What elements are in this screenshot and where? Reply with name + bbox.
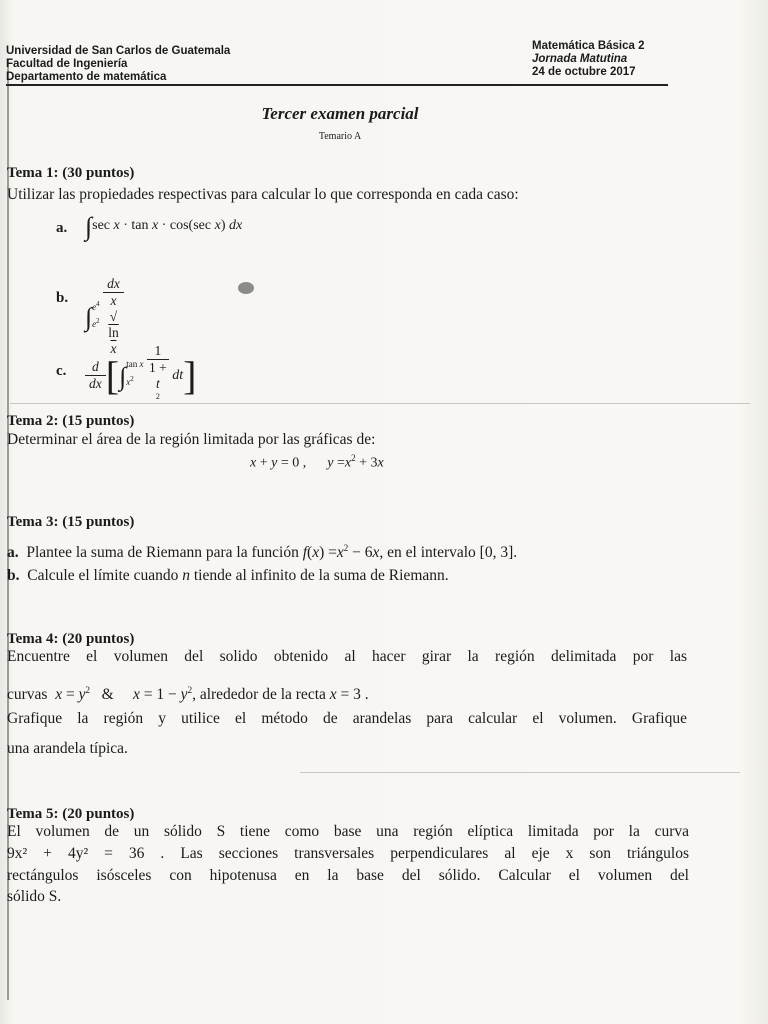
section-divider-1 [10,403,750,404]
tema5-line2: 9x² + 4y² = 36 . Las secciones transversales perpendiculares al eje x son triángulos [7,845,689,862]
tema4-line2-axis: , alrededor de la recta [192,686,326,704]
tema2-instruction: Determinar el área de la región limitada por las gráficas de: [7,431,376,448]
tema2-equations: x + y = 0 , $y =x^2 + 3x$ [250,453,384,471]
ink-mark-icon [238,282,254,294]
exam-title: Tercer examen parcial [261,104,419,123]
exam-date: 24 de octubre 2017 [532,66,636,78]
exam-subtitle: Temario A [318,131,362,142]
faculty-name: Facultad de Ingeniería [6,58,128,70]
tema1-item-b-label: b. [56,290,69,306]
tema2-heading: Tema 2: (15 puntos) [7,413,135,429]
tema3-item-a-tail: , en el intervalo [379,544,476,562]
tema5-line1: El volumen de un sólido S tiene como base una región elíptica limitada por la curva [7,823,689,840]
tema1-heading: Tema 1: (30 puntos) [7,165,135,181]
tema1-derivative-c: $\frac{d}{dx}$ [∫ tan x $x^2$ 1 1 + t $^2$ dt] [85,343,196,409]
tema1-item-c-label: c. [56,363,67,379]
tema1-instruction: Utilizar las propiedades respectivas para calcular lo que corresponda en cada caso: [7,186,519,203]
tema4-line2-curvas: curvas [7,686,48,704]
department-name: Departamento de matemática [6,71,167,83]
tema4-heading: Tema 4: (20 puntos) [7,631,135,647]
tema1-item-a-label: a. [56,220,68,236]
tema3-item-a-label: a. [7,544,19,562]
institution-header [6,45,230,84]
course-header [532,40,645,79]
university-name: Universidad de San Carlos de Guatemala [6,45,231,57]
tema3-item-a-text: Plantee la suma de Riemann para la función [26,544,299,562]
course-name: Matemática Básica 2 [532,40,645,52]
schedule: Jornada Matutina [532,53,628,65]
tema1-integral-a: ∫sec x · tan x · cos(sec x) dx [85,212,243,241]
tema3-item-b-text-1: Calcule el límite cuando [27,567,179,584]
tema3-heading: Tema 3: (15 puntos) [7,514,135,530]
tema5-line3: rectángulos isósceles con hipotenusa en la base del sólido. Calcular el volumen del [7,867,689,884]
tema4-line3: Grafique la región y utilice el método de arandelas para calcular el volumen. Grafique [7,710,687,727]
section-divider-2 [300,772,740,773]
tema5-heading: Tema 5: (20 puntos) [7,806,135,822]
tema4-line4: una arandela típica. [7,740,128,757]
tema3-item-b-label: b. [7,567,20,584]
tema5-line4: sólido S. [7,888,62,905]
tema3-item-b-text-2: tiende al infinito de la suma de Riemann. [193,567,449,584]
tema3-item-b: b. Calcule el límite cuando n tiende al infinito de la suma de Riemann. [7,567,449,584]
tema1-integral-b: ∫ $e^4$ $e^2$ dx x √ ln x [85,276,124,357]
tema3-item-a: a. Plantee la suma de Riemann para la función $f(x) =x^2 - 6x$, en el intervalo [0, 3]. [7,543,518,562]
header-divider [6,84,668,86]
tema4-line1: Encuentre el volumen del solido obtenido al hacer girar la región delimitada por las [7,648,687,665]
tema4-line2: curvas $x = y^2$ & $x = 1 - y^2$, alrededor de la recta x = 3 . [7,685,369,704]
